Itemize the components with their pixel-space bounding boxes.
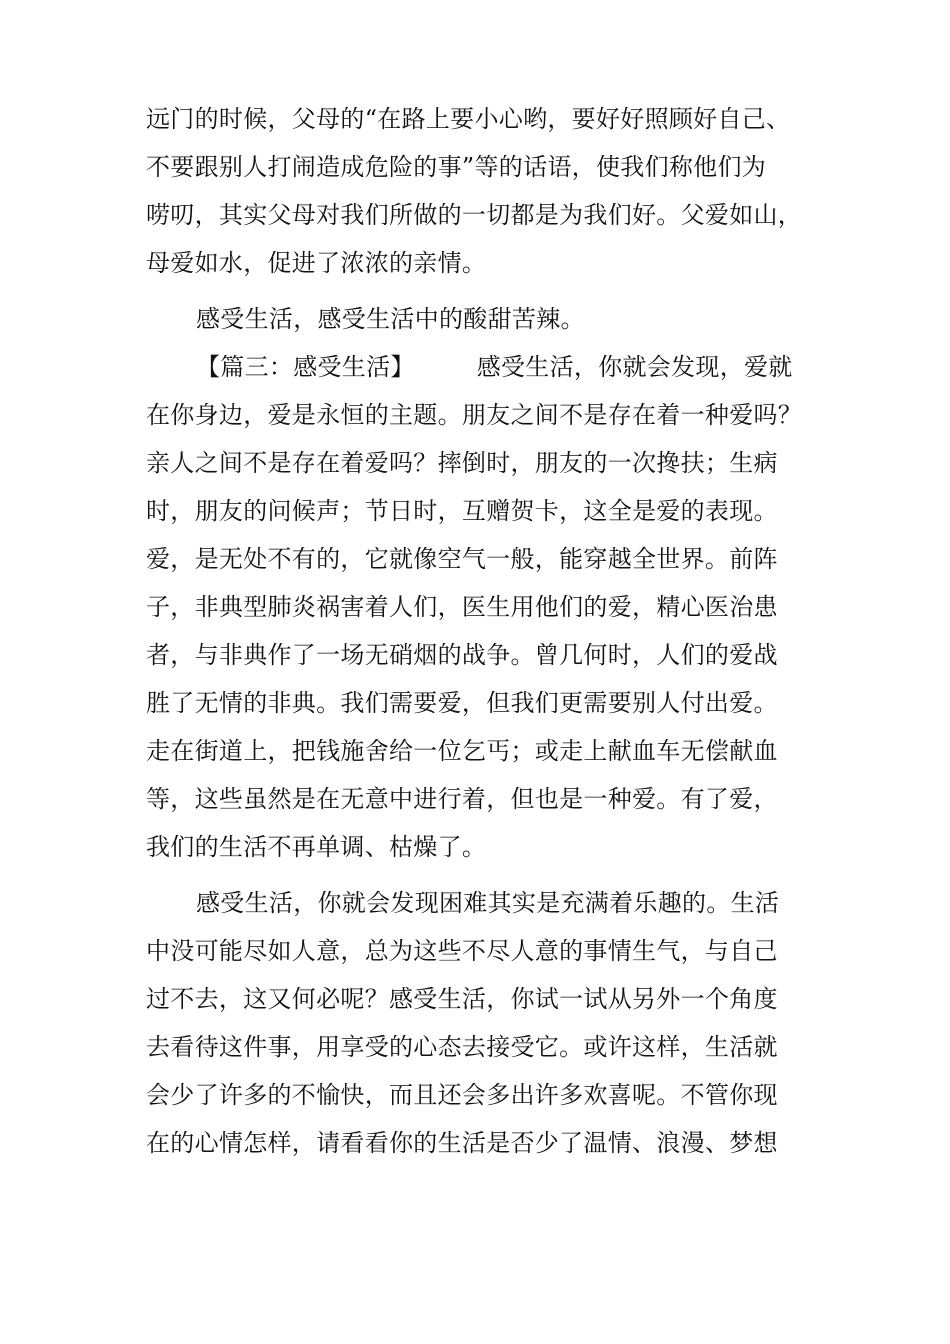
text-line: 去看待这件事，用享受的心态去接受它。或许这样，生活就 [146, 1033, 778, 1061]
text-line: 母爱如水，促进了浓浓的亲情。 [146, 249, 487, 277]
text-line: 走在街道上，把钱施舍给一位乞丐；或走上献血车无偿献血 [146, 737, 778, 765]
text-line: 时，朋友的问候声；节日时，互赠贺卡，这全是爱的表现。 [146, 497, 778, 525]
text-line: 在的心情怎样，请看看你的生活是否少了温情、浪漫、梦想 [146, 1129, 778, 1157]
text-line: 胜了无情的非典。我们需要爱，但我们更需要别人付出爱。 [146, 689, 778, 717]
text-line: 中没可能尽如人意，总为这些不尽人意的事情生气，与自己 [146, 937, 778, 965]
paragraph-first-line: 感受生活，你就会发现困难其实是充满着乐趣的。生活 [196, 889, 780, 917]
text-line: 亲人之间不是存在着爱吗？摔倒时，朋友的一次搀扶；生病 [146, 449, 778, 477]
section-heading: 【篇三：感受生活】 [196, 353, 415, 381]
text-line: 者，与非典作了一场无硝烟的战争。曾几何时，人们的爱战 [146, 641, 778, 669]
text-line: 等，这些虽然是在无意中进行着，但也是一种爱。有了爱， [146, 785, 778, 813]
text-line: 不要跟别人打闹造成危险的事”等的话语，使我们称他们为 [146, 153, 767, 181]
text-line: 过不去，这又何必呢？感受生活，你试一试从另外一个角度 [146, 985, 778, 1013]
text-line: 远门的时候，父母的“在路上要小心哟，要好好照顾好自己、 [146, 105, 791, 133]
text-line: 会少了许多的不愉快，而且还会多出许多欢喜呢。不管你现 [146, 1081, 778, 1109]
text-line: 子，非典型肺炎祸害着人们，医生用他们的爱，精心医治患 [146, 593, 778, 621]
text-line: 爱，是无处不有的，它就像空气一般，能穿越全世界。前阵 [146, 545, 778, 573]
text-line: 在你身边，爱是永恒的主题。朋友之间不是存在着一种爱吗？ [146, 401, 803, 429]
paragraph-first-line: 感受生活，感受生活中的酸甜苦辣。 [196, 305, 585, 333]
text-line: 我们的生活不再单调、枯燥了。 [146, 833, 487, 861]
section-heading-line [196, 352, 793, 382]
text-line: 唠叨，其实父母对我们所做的一切都是为我们好。父爱如山， [146, 201, 803, 229]
text-line: 感受生活，你就会发现，爱就 [476, 353, 793, 381]
